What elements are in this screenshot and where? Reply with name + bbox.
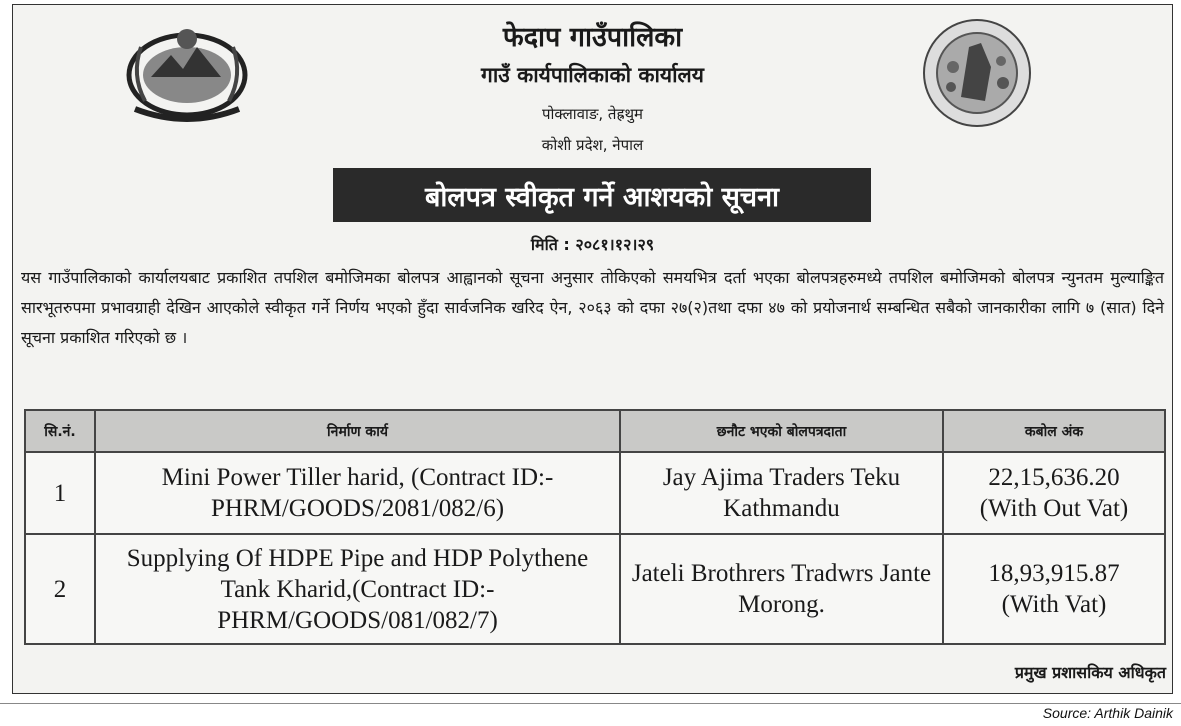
cell-bidder: Jay Ajima Traders Teku Kathmandu: [620, 452, 943, 534]
amount-value: 18,93,915.87: [988, 560, 1120, 587]
cell-sn: 1: [25, 452, 95, 534]
table-row: [25, 452, 1165, 534]
header-sn: सि.नं.: [25, 410, 95, 452]
tender-table: [24, 409, 1166, 645]
cell-amount: [943, 534, 1165, 644]
amount-value: 22,15,636.20: [988, 464, 1120, 491]
cell-work: Supplying Of HDPE Pipe and HDP Polythene Tank Kharid,(Contract ID:-PHRM/GOODS/081/082/7): [95, 534, 620, 644]
address-line-1: पोक्लावाङ, तेह्रथुम: [541, 105, 644, 123]
municipality-name: फेदाप गाउँपालिका: [502, 22, 683, 53]
signatory-title: प्रमुख प्रशासकिय अधिकृत: [1014, 663, 1166, 682]
notice-body: यस गाउँपालिकाको कार्यालयबाट प्रकाशित तपशिल बमोजिमका बोलपत्र आह्वानको सूचना अनुसार तोकिएको समयभित्र दर्ता भएका बोलपत्रहरुमध्ये तपशिल बमोजिमको बोलपत्र न्युनतम मुल्याङ्कित सारभूतरुपमा प्रभावग्राही देखिन आएकोले स्वीकृत गर्ने निर्णय भएको हुँदा सार्वजनिक खरिद ऐन, २०६३ को दफा २७(२)तथा दफा ४७ को प्रयोजनार्थ सम्बन्धित सबैको जानकारीका लागि ७ (सात) दिने सूचना प्रकाशित गरिएको छ ।: [21, 268, 1164, 347]
notice-date: मिति : २०८१।१२।२९: [530, 235, 655, 254]
header-bidder: छनौट भएको बोलपत्रदाता: [620, 410, 943, 452]
address-line-2: कोशी प्रदेश, नेपाल: [541, 136, 644, 154]
amount-vat-note: (With Vat): [1001, 591, 1107, 618]
table-header-row: [25, 410, 1165, 452]
header-amount: कबोल अंक: [943, 410, 1165, 452]
cell-bidder: Jateli Brothrers Tradwrs Jante Morong.: [620, 534, 943, 644]
header-work: निर्माण कार्य: [95, 410, 620, 452]
notice-title: बोलपत्र स्वीकृत गर्ने आशयको सूचना: [333, 168, 871, 222]
cell-work: Mini Power Tiller harid, (Contract ID:-PHRM/GOODS/2081/082/6): [95, 452, 620, 534]
source-credit: Source: Arthik Dainik: [1042, 705, 1173, 721]
table-row: [25, 534, 1165, 644]
amount-vat-note: (With Out Vat): [979, 495, 1129, 522]
cell-amount: [943, 452, 1165, 534]
source-divider: [0, 703, 1181, 704]
cell-sn: 2: [25, 534, 95, 644]
office-name: गाउँ कार्यपालिकाको कार्यालय: [481, 63, 704, 87]
notice-document: [12, 4, 1173, 694]
